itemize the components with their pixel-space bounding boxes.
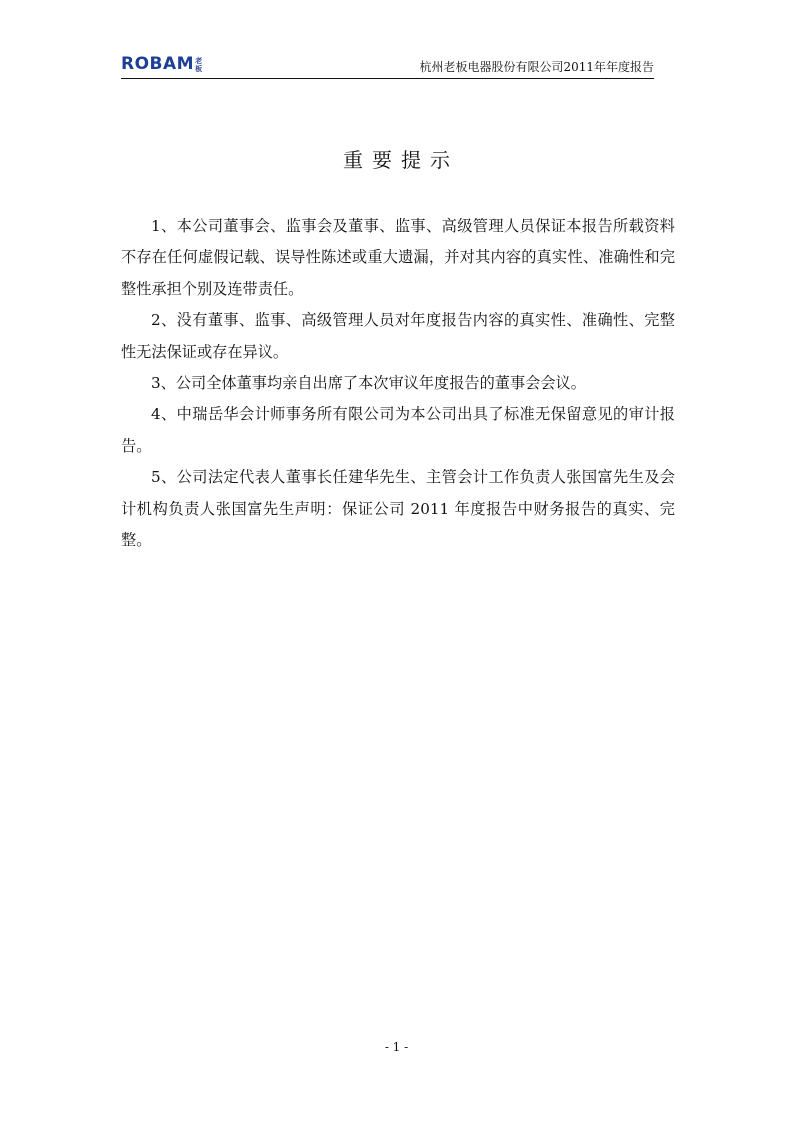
page-title: 重要提示 xyxy=(343,148,459,172)
robam-logo xyxy=(121,55,203,73)
logo-wordmark: ROBAM xyxy=(121,54,195,74)
logo-chinese-mark: 老板 xyxy=(195,57,203,73)
report-header-title: 杭州老板电器股份有限公司2011年年度报告 xyxy=(419,60,654,74)
notice-paragraph-2: 2、没有董事、监事、高级管理人员对年度报告内容的真实性、准确性、完整性无法保证或存在异议。 xyxy=(121,311,675,361)
notice-paragraph-4: 4、中瑞岳华会计师事务所有限公司为本公司出具了标准无保留意见的审计报告。 xyxy=(121,405,675,455)
notice-paragraph-5: 5、公司法定代表人董事长任建华先生、主管会计工作负责人张国富先生及会计机构负责人张国富先生声明：保证公司 2011 年度报告中财务报告的真实、完整。 xyxy=(121,468,675,550)
page-number: - 1 - xyxy=(384,1040,409,1054)
header-divider xyxy=(121,78,654,79)
notice-paragraph-3: 3、公司全体董事均亲自出席了本次审议年度报告的董事会会议。 xyxy=(151,374,586,393)
page-header xyxy=(121,52,654,79)
notice-body xyxy=(121,211,675,556)
notice-paragraph-1: 1、本公司董事会、监事会及董事、监事、高级管理人员保证本报告所载资料不存在任何虚假记载、误导性陈述或重大遗漏，并对其内容的真实性、准确性和完整性承担个别及连带责任。 xyxy=(121,217,675,298)
